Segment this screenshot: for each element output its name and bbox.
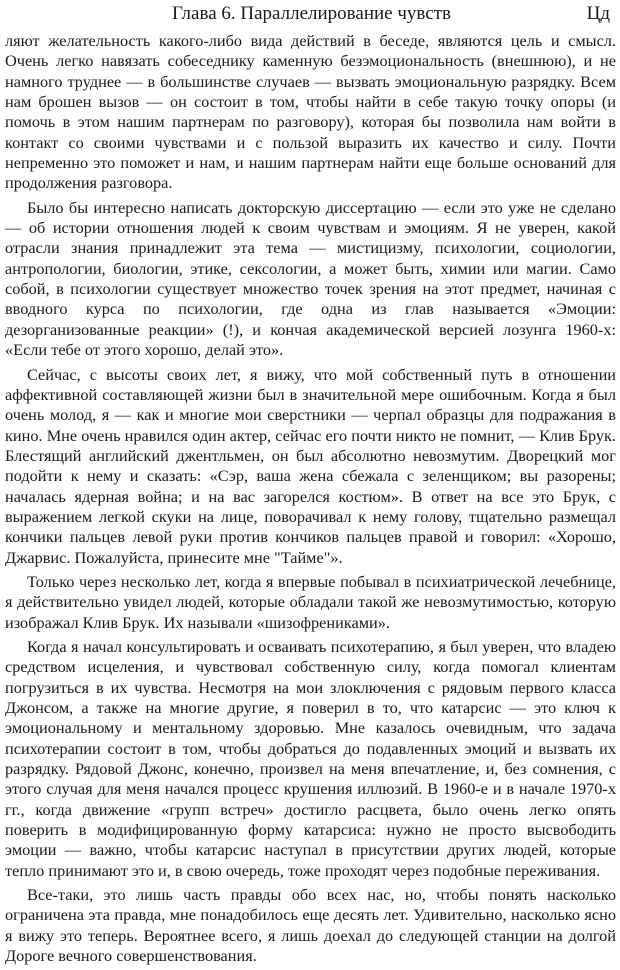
body-text — [5, 31, 616, 970]
running-header — [0, 2, 620, 28]
paragraph: Все-таки, это лишь часть правды обо всех нас, но, чтобы понять насколько ограничена эта правда, мне понадобилось еще десять лет. Удивительно, насколько ясно я вижу это теперь. Вероятнее всего, я лишь доехал до следующей станции на долгой Дороге вечного совершенствования. — [5, 885, 616, 966]
paragraph: Сейчас, с высоты своих лет, я вижу, что мой собственный путь в отношении аффективной составляющей жизни был в значительной мере ошибочным. Когда я был очень молод, я — как и многие мои сверстники — черпал образцы для подражания в кино. Мне очень нравился один актер, сейчас его почти никто не помнит, — Клив Брук. Блестящий английский джентльмен, он был абсолютно невозмутим. Дворецкий мог подойти к нему и сказать: «Сэр, ваша жена сбежала с зеленщиком; вы разорены; началась ядерная война; и на вас загорелся костюм». В ответ на все это Брук, с выражением легкой скуки на лице, поворачивал к нему голову, тщательно размещал кончики пальцев левой руки против кончиков пальцев правой и говорил: «Хорошо, Джарвис. Пожалуйста, принесите мне "Тайме"». — [5, 364, 616, 567]
paragraph: ляют желательность какого-либо вида действий в беседе, являются цель и смысл. Очень легко навязать собеседнику каменную безэмоциональность (внешнюю), и не намного труднее — в большинстве случаев — вызвать эмоциональную разрядку. Всем нам брошен вызов — он состоит в том, чтобы найти в себе такую точку опоры (и помочь в этом нашим партнерам по разговору), которая бы позволила нам войти в контакт со своими чувствами и с пользой выразить их качество и силу. Почти непременно это поможет и нам, и нашим партнерам найти еще больше оснований для продолжения разговора. — [5, 31, 616, 193]
chapter-title: Глава 6. Параллелирование чувств — [172, 3, 451, 24]
paragraph: Когда я начал консультировать и осваивать психотерапию, я был уверен, что владею средством исцеления, и чувствовал собственную силу, когда помогал клиентам погрузиться в их чувства. Несмотря на мои злоключения с рядовым первого класса Джонсом, а также на многие другие, я поверил в то, что катарсис — это ключ к эмоциональному и ментальному здоровью. Мне казалось очевидным, что задача психотерапии состоит в том, чтобы добраться до подавленных эмоций и вызвать их разрядку. Рядовой Джонс, конечно, произвел на меня впечатление, и, без сомнения, с этого случая для меня начался процесс крушения иллюзий. В 1960-е и в начале 1970-х гг., когда движение «групп встреч» достигло расцвета, было очень легко опять поверить в модифицированную форму катарсиса: нужно не просто высвободить эмоции — важно, чтобы катарсис наступал в присутствии других людей, которые тепло принимают это и, в свою очередь, тоже проходят через подобные переживания. — [5, 636, 616, 880]
page-number: Цд — [586, 3, 610, 24]
paragraph: Только через несколько лет, когда я впервые побывал в психиатрической лечебнице, я действительно увидел людей, которые обладали такой же невозмутимостью, которую изображал Клив Брук. Их называли «шизофрениками». — [5, 571, 616, 632]
paragraph: Было бы интересно написать докторскую диссертацию — если это уже не сделано — об истории отношения людей к своим чувствам и эмоциям. Я не уверен, какой отрасли знания принадлежит эта тема — мистицизму, психологии, социологии, антропологии, биологии, этике, сексологии, а может быть, химии или магии. Само собой, в психологии существует множество точек зрения на этот предмет, начиная с вводного курса по психологии, где одна из глав называется «Эмоции: дезорганизованные реакции» (!), и кончая академической версией лозунга 1960-х: «Если тебе от этого хорошо, делай это». — [5, 197, 616, 360]
